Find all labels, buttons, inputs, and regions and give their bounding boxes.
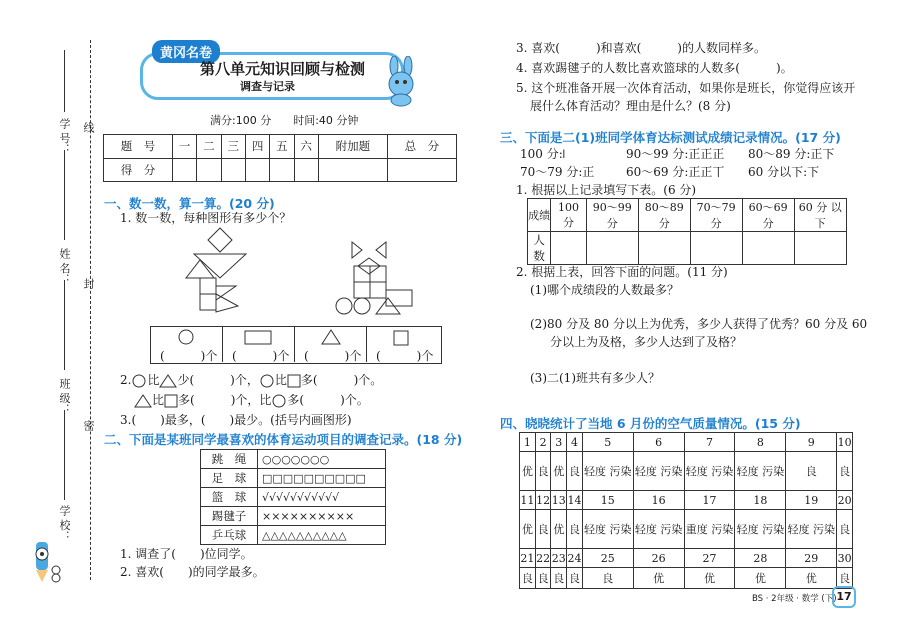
rabbit-mascot-icon [380,56,424,108]
triangle-icon [134,394,152,408]
unit: 个 [421,349,434,363]
grade-header-cell: 60 分 以下 [794,199,846,232]
quality-cell: 良 [520,568,536,589]
quality-cell: 轻度 污染 [735,452,786,491]
unit: 个 [277,349,290,363]
quality-cell: 良 [567,568,583,589]
circle-icon [271,394,287,408]
quality-cell: 轻度 污染 [735,510,786,549]
quality-cell: 轻度 污染 [582,452,633,491]
tally-row-2: 70～79 分:正 60～69 分:正正丅 60 分以下:下 [520,165,820,179]
tally-marks: ×××××××××× [258,507,386,526]
quality-cell: 良 [837,568,853,589]
score-count-table [527,198,847,265]
triangle-icon [320,328,342,346]
table-row [201,450,386,469]
binding-margin [0,0,100,624]
cut-mark: 封 [82,278,95,289]
exam-meta: 满分:100 分 时间:40 分钟 [210,114,359,127]
day-cell: 10 [837,433,853,452]
day-cell: 21 [520,549,536,568]
unit: 个 [349,349,362,363]
circle-icon [259,374,275,388]
day-cell: 5 [582,433,633,452]
section-3-title: 三、下面是二(1)班同学体育达标测试成绩记录情况。(17 分) [500,130,841,145]
cut-mark: 密 [82,420,95,431]
grade-header-cell: 成绩 [528,199,551,232]
day-cell: 17 [684,491,735,510]
label-school: 学 校： [58,505,71,542]
score-header-cell: 附加题 [318,135,387,159]
table-row [520,568,853,589]
section-4-title: 四、晓晓统计了当地 6 月份的空气质量情况。(15 分) [500,416,801,431]
page-subtitle: 调查与记录 [240,80,295,93]
day-cell: 16 [633,491,684,510]
footer-text: BS · 2年级 · 数学 (下) [752,594,837,604]
quality-cell: 良 [551,568,567,589]
score-header-cell: 二 [197,135,221,159]
score-header-cell: 总 分 [387,135,456,159]
square-icon [287,374,301,388]
table-row [201,469,386,488]
s2-q5a: 5. 这个班准备开展一次体育活动，如果你是班长，你觉得应该开 [516,81,856,95]
cut-line [90,40,91,580]
label-name: 姓 名： [58,248,71,285]
s2-q1: 1. 调查了( )位同学。 [120,547,253,561]
grade-header-cell: 70～79 分 [690,199,742,232]
table-row [201,507,386,526]
day-cell: 2 [535,433,551,452]
divider [222,326,223,362]
s3-q2-1: (1)哪个成绩段的人数最多？ [530,283,679,297]
score-blank-cell[interactable] [197,158,221,182]
section-1-title: 一、数一数，算一算。(20 分) [104,196,275,211]
grade-header-cell: 80～89 分 [638,199,690,232]
tally-row-1: 100 分:𝍩 90～99 分:正正正 80～89 分:正下 [520,147,835,161]
grade-header-cell: 60～69 分 [742,199,794,232]
day-cell: 9 [786,433,837,452]
divider [294,326,295,362]
day-cell: 19 [786,491,837,510]
tally-marks: △△△△△△△△△△ [258,526,386,545]
table-row [201,526,386,545]
s2-q5b: 展什么体育活动？理由是什么？(8 分) [530,99,731,113]
page-number: 17 [832,586,856,608]
day-cell: 20 [837,491,853,510]
square-icon [164,394,178,408]
quality-cell: 轻度 污染 [633,510,684,549]
day-cell: 14 [567,491,583,510]
score-blank-cell[interactable] [173,158,197,182]
rectangle-icon [244,330,274,346]
s2-q4: 4. 喜欢踢毽子的人数比喜欢篮球的人数多( )。 [516,61,793,75]
day-cell: 8 [735,433,786,452]
s1-q2b: 比 多( )个，比 多( )个。 [134,392,369,408]
quality-cell: 良 [786,452,837,491]
pencil-mascot-icon [22,540,62,586]
score-header-cell: 一 [173,135,197,159]
s3-q2-2a: (2)80 分及 80 分以上为优秀，多少人获得了优秀？60 分及 60 [530,317,868,331]
s2-q2: 2. 喜欢( )的同学最多。 [120,565,265,579]
sports-survey-table [200,449,386,545]
score-table [103,134,457,182]
quality-cell: 优 [633,568,684,589]
score-blank-cell[interactable] [318,158,387,182]
quality-cell: 轻度 污染 [786,510,837,549]
score-header-cell: 三 [221,135,245,159]
score-header-cell: 五 [270,135,294,159]
quality-cell: 重度 污染 [684,510,735,549]
cut-mark: 线 [82,122,95,133]
shape-figures [180,226,420,322]
air-quality-table [519,432,853,589]
quality-cell: 轻度 污染 [684,452,735,491]
logo: 黄冈名卷 [152,40,220,63]
table-row [520,510,853,549]
s3-q2-2b: 分以上为及格，多少人达到了及格？ [550,335,743,349]
day-cell: 27 [684,549,735,568]
sport-label: 踢毽子 [201,507,258,526]
day-cell: 4 [567,433,583,452]
section-2-title: 二、下面是某班同学最喜欢的体育运动项目的调查记录。(18 分) [104,432,463,447]
quality-cell: 优 [551,452,567,491]
day-cell: 6 [633,433,684,452]
sport-label: 足 球 [201,469,258,488]
day-cell: 22 [535,549,551,568]
score-header-cell: 四 [245,135,269,159]
quality-cell: 轻度 污染 [633,452,684,491]
label-student-id: 学 号： [58,118,71,155]
day-cell: 3 [551,433,567,452]
grade-header-cell: 90～99 分 [586,199,638,232]
blank-line [64,280,65,370]
tally-marks: √√√√√√√√√√√ [258,488,386,507]
day-cell: 29 [786,549,837,568]
score-header-cell: 题 号 [104,135,173,159]
table-row [520,433,853,452]
score-blank-cell[interactable] [245,158,269,182]
score-blank-cell[interactable] [387,158,456,182]
quality-cell: 良 [535,452,551,491]
quality-cell: 良 [535,510,551,549]
quality-cell: 良 [837,510,853,549]
table-row [520,491,853,510]
sport-label: 篮 球 [201,488,258,507]
day-cell: 30 [837,549,853,568]
day-cell: 25 [582,549,633,568]
score-blank-cell[interactable] [270,158,294,182]
s3-q2-3: (3)二(1)班共有多少人？ [530,371,660,385]
count-blank-cell[interactable] [794,232,846,265]
count-blank-cell[interactable] [690,232,742,265]
s2-q3: 3. 喜欢( )和喜欢( )的人数同样多。 [516,41,766,55]
day-cell: 26 [633,549,684,568]
quality-cell: 优 [520,452,536,491]
blank-line [64,410,65,500]
tally-marks: ○○○○○○○ [258,450,386,469]
page-title: 第八单元知识回顾与检测 [200,60,366,78]
score-blank-cell[interactable] [221,158,245,182]
score-row-label: 得 分 [104,158,173,182]
quality-cell: 优 [735,568,786,589]
day-cell: 28 [735,549,786,568]
s1-q3: 3.( )最多，( )最少。(括号内画图形) [120,413,352,427]
triangle-icon [159,374,177,388]
day-cell: 18 [735,491,786,510]
blank-line [64,150,65,240]
day-cell: 24 [567,549,583,568]
count-label: 人数 [528,232,551,265]
unit: 个 [205,349,218,363]
quality-cell: 轻度 污染 [582,510,633,549]
table-row [520,549,853,568]
quality-cell: 良 [567,510,583,549]
table-row [201,488,386,507]
sport-label: 跳 绳 [201,450,258,469]
quality-cell: 优 [786,568,837,589]
s3-q2: 2. 根据上表，回答下面的问题。(11 分) [516,265,728,279]
s1-q1: 1. 数一数，每种图形有多少个？ [120,211,292,225]
quality-cell: 良 [582,568,633,589]
blank-line [64,50,65,112]
circle-icon [131,374,147,388]
day-cell: 12 [535,491,551,510]
count-blank-cell[interactable] [551,232,587,265]
sport-label: 乒乓球 [201,526,258,545]
quality-cell: 良 [837,452,853,491]
count-blank-cell[interactable] [638,232,690,265]
count-blank-cell[interactable] [742,232,794,265]
day-cell: 15 [582,491,633,510]
quality-cell: 优 [520,510,536,549]
day-cell: 13 [551,491,567,510]
label-class: 班 级： [58,378,71,415]
day-cell: 7 [684,433,735,452]
score-header-cell: 六 [294,135,318,159]
quality-cell: 优 [684,568,735,589]
table-row [520,452,853,491]
square-icon [392,330,412,346]
quality-cell: 良 [567,452,583,491]
divider [366,326,367,362]
count-blank-cell[interactable] [586,232,638,265]
circle-icon [176,328,196,346]
score-blank-cell[interactable] [294,158,318,182]
quality-cell: 良 [535,568,551,589]
tally-marks: □□□□□□□□□□ [258,469,386,488]
s3-q1: 1. 根据以上记录填写下表。(6 分) [516,183,697,197]
day-cell: 23 [551,549,567,568]
quality-cell: 优 [551,510,567,549]
grade-header-cell: 100 分 [551,199,587,232]
day-cell: 1 [520,433,536,452]
s1-q2a: 2. 比 少( )个， 比 多( )个。 [120,373,383,387]
day-cell: 11 [520,491,536,510]
